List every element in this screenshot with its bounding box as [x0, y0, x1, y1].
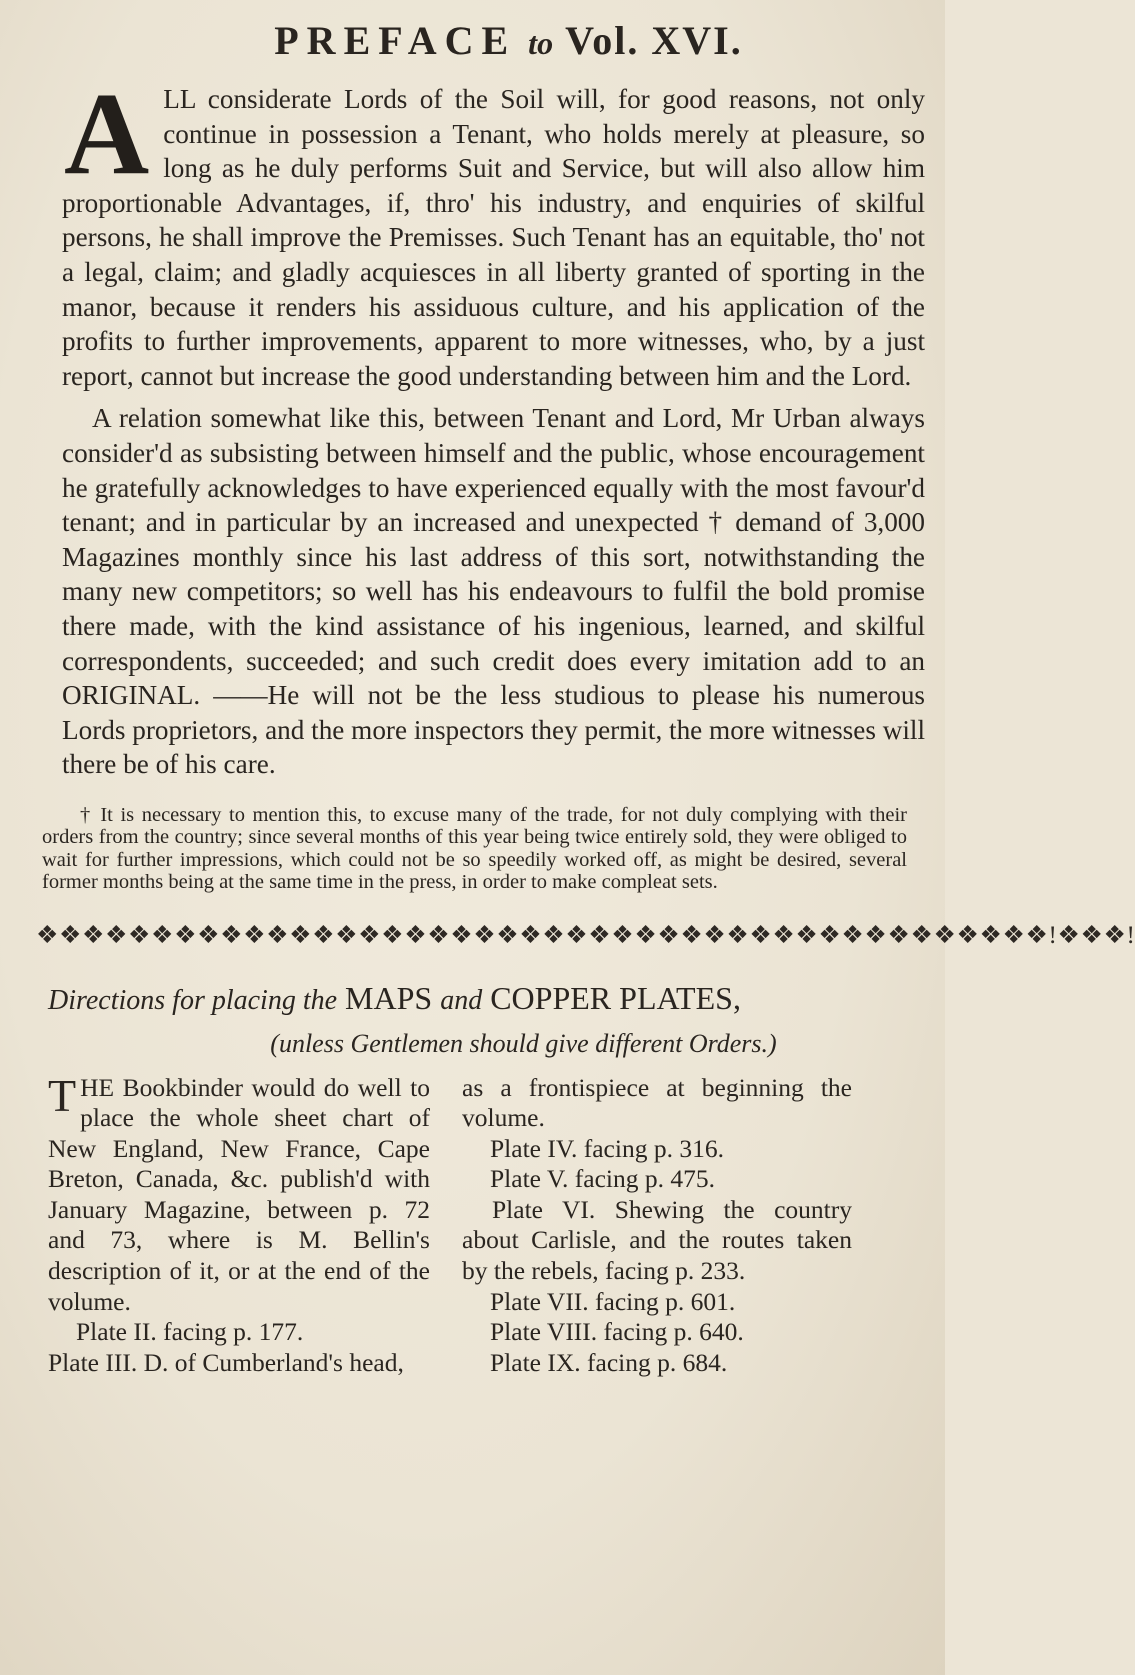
footnote: † It is necessary to mention this, to excuse many of the trade, for not duly complying with their orders from the country; since several months of this year being twice entirely sold, they were obliged to wait for further impressions, which could not be so speedily worked off, as might be desired, several former months being at the same time in the press, in order to make compleat sets.: [42, 803, 907, 894]
directions-subtitle: (unless Gentlemen should give different Orders.): [270, 1028, 777, 1058]
plate-5: Plate V. facing p. 475.: [490, 1164, 715, 1194]
preface-paragraph-1-text: LL considerate Lords of the Soil will, for good reasons, not only continue in possession a Tenant, who holds merely at pleasure, so long as he duly performs Suit and Service, but will also allow him proportionable Advantages, if, thro' his industry, and enquiries of skilful persons, he shall improve the Premisses. Such Tenant has an equitable, tho' not a legal, claim; and gladly acquiesces in all liberty granted of sporting in the manor, because it renders his assiduous culture, and his application of the profits to further improvements, apparent to more witnesses, who, by a just report, cannot but increase the good understanding between him and the Lord.: [62, 84, 925, 391]
plate-7: Plate VII. facing p. 601.: [490, 1286, 736, 1316]
plate-3: Plate III. D. of Cumberland's head,: [48, 1347, 404, 1377]
left-column: [48, 1069, 430, 1379]
right-column: [462, 1073, 852, 1379]
directions-title-a: Directions for placing the: [48, 984, 338, 1016]
directions-title-d: COPPER PLATES,: [490, 979, 741, 1016]
header-preface: PREFACE: [274, 18, 517, 63]
bookbinder-paragraph: [48, 1069, 430, 1318]
plate-8: Plate VIII. facing p. 640.: [490, 1317, 744, 1347]
directions-columns: [48, 1069, 925, 1379]
plate-4: Plate IV. facing p. 316.: [490, 1133, 724, 1163]
preface-paragraph-2: A relation somewhat like this, between Tenant and Lord, Mr Urban always consider'd as subsisting between himself and the public, whose encouragement he gratefully acknowledges to have experienced equally with the most favour'd tenant; and in particular by an increased and unexpected † demand of 3,000 Magazines monthly since his last address of this sort, notwithstanding the many new competitors; so well has his endeavours to fulfil the bold promise there made, with the kind assistance of his ingenious, learned, and skilful correspondents, succeeded; and such credit does every imitation add to an ORIGINAL. ——He will not be the less studious to please his numerous Lords proprietors, and the more inspectors they permit, the more witnesses will there be of his care.: [62, 403, 926, 780]
page-header: [62, 10, 925, 74]
initial-capital: T: [48, 1069, 77, 1121]
bookbinder-text: HE Bookbinder would do well to place the whole sheet chart of New England, New France, Cape Breton, Canada, &c. publish'd with January Magazine, between p. 72 and 73, where is M. Bellin's description of it, or at the end of the volume.: [48, 1072, 430, 1316]
directions-title: [48, 978, 925, 1021]
plate-2: Plate II. facing p. 177.: [76, 1317, 304, 1347]
preface-paragraph-1: [62, 68, 925, 393]
directions-title-b: MAPS: [345, 979, 433, 1016]
plate-6: Plate VI. Shewing the country about Carlisle, and the routes taken by the rebels, facing p. 233.: [462, 1194, 852, 1286]
ornament-divider: ❖❖❖❖❖❖❖❖❖❖❖❖❖❖❖❖❖❖❖❖❖❖❖❖❖❖❖❖❖❖❖❖❖❖❖❖❖❖❖❖❖❖❖❖!❖❖❖!: [36, 921, 1135, 949]
header-volume: Vol. XVI.: [565, 18, 743, 63]
preface-body: [62, 68, 926, 782]
plate-9: Plate IX. facing p. 684.: [490, 1347, 728, 1377]
drop-cap: A: [64, 68, 150, 199]
directions-title-c: and: [440, 984, 483, 1016]
header-to: to: [528, 25, 554, 61]
frontispiece-continuation: as a frontispiece at beginning the volume.: [462, 1072, 852, 1133]
